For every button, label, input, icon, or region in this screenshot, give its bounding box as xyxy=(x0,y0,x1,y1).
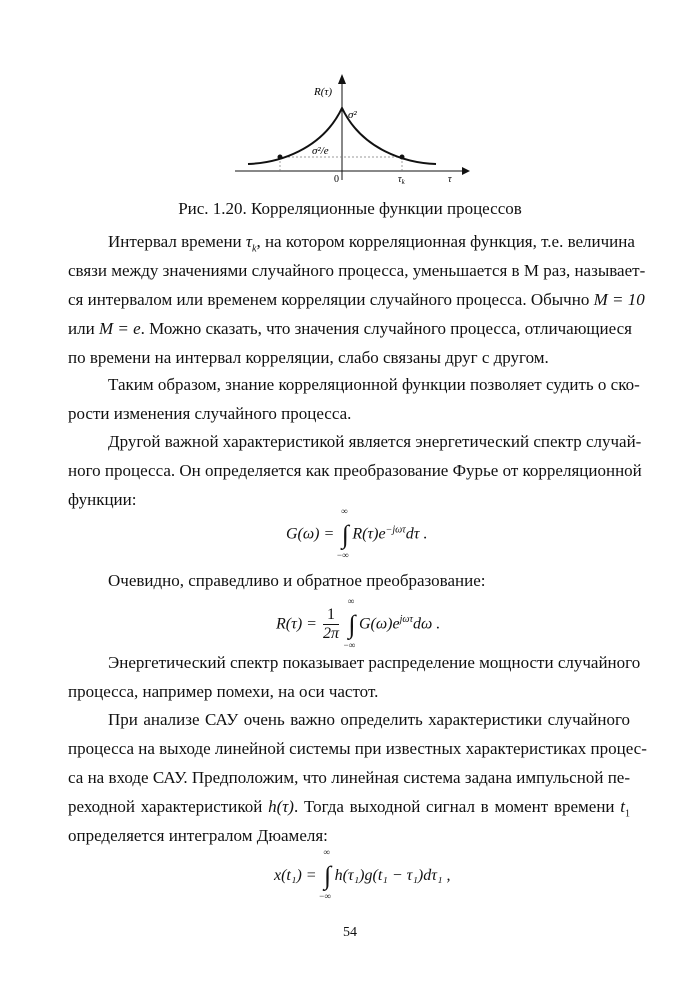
eq2-fraction: $\frac{1}{2\pi}$ xyxy=(322,606,339,642)
x-axis-arrow xyxy=(462,167,470,175)
peak-label: σ² xyxy=(348,109,357,121)
p1-line5: по времени на интервал корреляции, слабо связаны друг с другом. xyxy=(68,348,549,367)
page-number: 54 xyxy=(343,925,357,940)
p6-line3: са на входе САУ. Предположим, что линейная система задана импульсной пе- xyxy=(68,768,630,787)
paragraph-correlation-function xyxy=(68,370,640,428)
eq2-integral: ∞ ∫ −∞ xyxy=(342,595,356,650)
p3-line1: Другой важной характеристикой является энергетический спектр случай- xyxy=(108,432,642,451)
tick-label: $\tau_k$ xyxy=(398,174,405,186)
p5-line2: процесса, например помехи, на оси частот. xyxy=(68,682,379,701)
p3-line3: функции: xyxy=(68,490,137,509)
y-axis-label: R(τ) xyxy=(314,86,332,98)
y-axis-arrow xyxy=(338,74,346,84)
paragraph-inverse-transform xyxy=(68,566,630,595)
p3-line2: ного процесса. Он определяется как преобразование Фурье от корреляционной xyxy=(68,461,642,480)
p2-line2: рости изменения случайного процесса. xyxy=(68,404,352,423)
level-label: σ²/e xyxy=(312,145,329,157)
origin-label: 0 xyxy=(334,174,339,185)
p1-line4: или M = e. Можно сказать, что значения случайного процесса, отличающиеся xyxy=(68,319,632,338)
p1-line1: Интервал времени $\tau_k$, на котором корреляционная функция, т.е. величина xyxy=(108,232,635,255)
p5-line1: Энергетический спектр показывает распределение мощности случайного xyxy=(108,653,641,672)
paragraph-correlation-interval xyxy=(68,227,646,372)
paragraph-spectrum-meaning xyxy=(68,648,641,706)
p6-line1: При анализе САУ очень важно определить характеристики случайного xyxy=(108,710,630,729)
p6-line4: реходной характеристикой h(τ). Тогда выходной сигнал в момент времени $t_1$ xyxy=(68,797,631,820)
p4-line1: Очевидно, справедливо и обратное преобразование: xyxy=(108,571,486,590)
p1-line2: связи между значениями случайного процесса, уменьшается в М раз, называет- xyxy=(68,261,646,280)
correlation-function-figure xyxy=(230,68,470,190)
p6-line2: процесса на выходе линейной системы при известных характеристиках процес- xyxy=(68,739,647,758)
p6-line5: определяется интегралом Дюамеля: xyxy=(68,826,328,845)
equation-inverse-fourier: R(τ) = $\frac{1}{2\pi}$ ∞ ∫ −∞ $G(\omega)e^{j\omega\tau}d\omega$ . xyxy=(276,595,441,650)
eq1-integral: ∞ ∫ −∞ xyxy=(336,506,349,560)
eq1-lhs: G(ω) = xyxy=(286,525,335,543)
x-axis-label: τ xyxy=(448,174,452,185)
equation-duhamel-integral: x(t₁) = ∞ ∫ −∞ h(τ₁)g(t₁ − τ₁)dτ₁ , xyxy=(274,847,451,901)
eq3-integral: ∞ ∫ −∞ xyxy=(318,847,332,901)
equation-fourier-transform: G(ω) = ∞ ∫ −∞ $R(\tau)e^{-j\omega\tau}d\tau$ . xyxy=(286,506,428,560)
paragraph-system-analysis xyxy=(68,705,647,850)
figure-caption: Рис. 1.20. Корреляционные функции процессов xyxy=(178,199,522,218)
p1-line3: ся интервалом или временем корреляции случайного процесса. Обычно M = 10 xyxy=(68,290,645,309)
point-left xyxy=(278,155,283,160)
p2-line1: Таким образом, знание корреляционной функции позволяет судить о ско- xyxy=(108,375,640,394)
point-right xyxy=(400,155,405,160)
paragraph-energy-spectrum xyxy=(68,427,642,514)
